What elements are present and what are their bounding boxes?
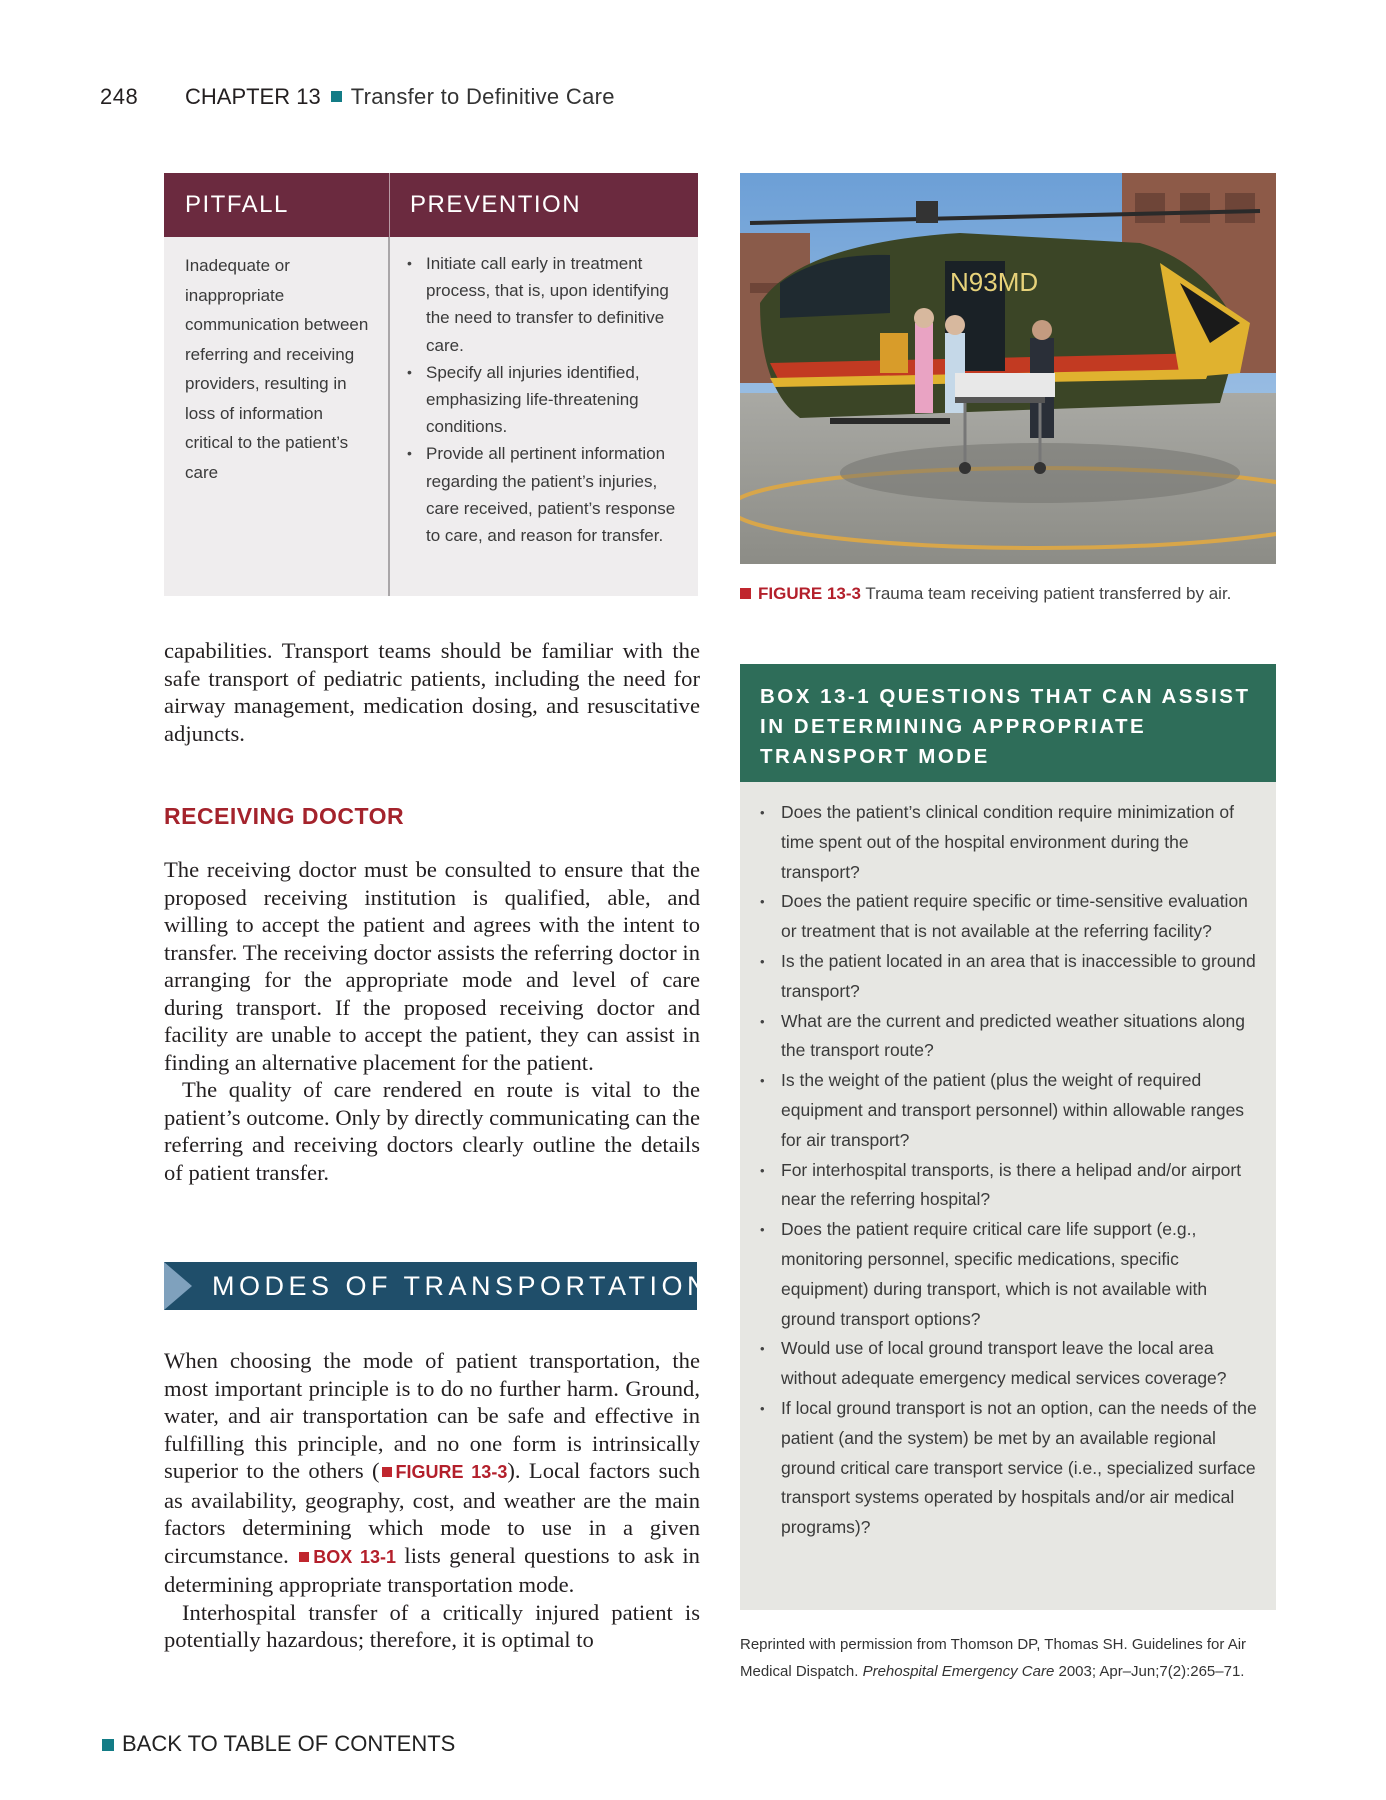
back-to-toc-link[interactable] xyxy=(102,1731,455,1757)
pitfall-table-row xyxy=(164,237,698,596)
box-question-item: • Does the patient require critical care life support (e.g., monitoring personnel, specific medications, specific equipment) during transport, which is not available with ground transport options? xyxy=(760,1215,1258,1334)
header-square-icon xyxy=(331,91,342,102)
paragraph-capabilities: capabilities. Transport teams should be familiar with the safe transport of pediatric patients, including the need for airway management, medication dosing, and resuscitative adjuncts. xyxy=(164,638,700,746)
chapter-title: Transfer to Definitive Care xyxy=(350,84,615,109)
chapter-label: CHAPTER 13 xyxy=(185,84,321,109)
caption-square-icon xyxy=(740,588,751,599)
pitfall-table-header xyxy=(164,173,698,237)
box-question-item: • Is the patient located in an area that is inaccessible to ground transport? xyxy=(760,947,1258,1007)
box-question-item: • Would use of local ground transport leave the local area without adequate emergency medical services coverage? xyxy=(760,1334,1258,1394)
section-banner-modes-of-transportation xyxy=(164,1262,712,1310)
ref-square-icon xyxy=(299,1552,309,1562)
footer-square-icon xyxy=(102,1739,114,1751)
figure-caption-text: Trauma team receiving patient transferred by air. xyxy=(865,584,1232,603)
box-question-list xyxy=(760,798,1258,1543)
page-number: 248 xyxy=(100,84,139,109)
prevention-list xyxy=(404,250,688,549)
reprint-credit xyxy=(740,1631,1285,1685)
section-heading-modes: MODES OF TRANSPORTATION xyxy=(212,1271,712,1301)
box-question-item: • If local ground transport is not an option, can the needs of the patient (and the system) be met by an available regional ground critical care transport service (i.e., specialized surface transport systems operated by hospitals and/or air medical programs)? xyxy=(760,1394,1258,1543)
pitfall-cell: Inadequate or inappropriate communication between referring and receiving providers, resulting in loss of information critical to the patient’s care xyxy=(164,237,390,596)
chapter-title-group xyxy=(185,84,615,110)
modes-text-b: ). Local factors such as availability, geography, cost, and weather are the main factors determining which mode to use in a given circumstance. xyxy=(164,1458,701,1568)
body-paragraph xyxy=(164,637,700,747)
prevention-item: • Specify all injuries identified, emphasizing life-threatening conditions. xyxy=(404,359,688,441)
section-heading-receiving-doctor: RECEIVING DOCTOR xyxy=(164,803,405,829)
box-question-item: • Does the patient require specific or time-sensitive evaluation or treatment that is not available at the referring facility? xyxy=(760,887,1258,947)
box-question-item: • Does the patient’s clinical condition require minimization of time spent out of the hospital environment during the transport? xyxy=(760,798,1258,887)
ref-square-icon xyxy=(382,1467,392,1477)
paragraph-modes-1 xyxy=(164,1347,700,1599)
running-header xyxy=(100,84,615,110)
banner-arrow-icon xyxy=(164,1262,192,1310)
reprint-journal: Prehospital Emergency Care xyxy=(862,1663,1055,1680)
helicopter-photo-illustration xyxy=(740,173,1276,564)
box-13-1-link[interactable]: BOX 13-1 xyxy=(313,1546,397,1567)
pitfall-table xyxy=(164,173,698,596)
paragraph-modes-2: Interhospital transfer of a critically injured patient is potentially hazardous; therefore, it is optimal to xyxy=(164,1599,700,1652)
box-question-item: • Is the weight of the patient (plus the weight of required equipment and transport personnel) within allowable ranges for air transport? xyxy=(760,1066,1258,1155)
tail-number-text: N93MD xyxy=(950,267,1039,297)
modes-text-a: When choosing the mode of patient transportation, the most important principle is to do no further harm. Ground, water, and air transportation can be safe and effective in fulfilling this principle, and no one form is intrinsically superior to the others ( xyxy=(164,1348,700,1483)
reprint-text-b: 2003; Apr–Jun;7(2):265–71. xyxy=(1054,1663,1245,1680)
helicopter-photo xyxy=(740,173,1276,564)
prevention-item: • Provide all pertinent information regarding the patient’s injuries, care received, patient’s response to care, and reason for transfer. xyxy=(404,440,688,549)
pitfall-column-header: PITFALL xyxy=(164,173,390,237)
paragraph-receiving-1: The receiving doctor must be consulted to ensure that the proposed receiving institution is qualified, able, and willing to accept the patient and agrees with the intent to transfer. The receiving doctor assists the referring doctor in arranging for the appropriate mode and level of care during transport. If the proposed receiving doctor and facility are unable to accept the patient, they can assist in finding an alternative placement for the patient. xyxy=(164,857,700,1075)
modes-text xyxy=(164,1347,700,1654)
box-question-item: • For interhospital transports, is there a helipad and/or airport near the referring hospital? xyxy=(760,1156,1258,1216)
box-question-item: • What are the current and predicted weather situations along the transport route? xyxy=(760,1007,1258,1067)
prevention-item: • Initiate call early in treatment process, that is, upon identifying the need to transfer to definitive care. xyxy=(404,250,688,359)
box-title: BOX 13-1 QUESTIONS THAT CAN ASSIST IN DETERMINING APPROPRIATE TRANSPORT MODE xyxy=(740,664,1276,782)
reprint-text-a: Reprinted with permission from Thomson DP, Thomas SH. Guidelines for Air Medical Dispatch. xyxy=(740,1636,1247,1680)
modes-text-c: lists general questions to ask in determining appropriate transportation mode. xyxy=(164,1542,700,1597)
figure-caption xyxy=(740,584,1231,604)
figure-13-3-link[interactable]: FIGURE 13-3 xyxy=(395,1462,508,1482)
paragraph-receiving-2: The quality of care rendered en route is vital to the patient’s outcome. Only by directly communicating can the referring and receiving doctors clearly outline the details of patient transfer. xyxy=(164,1077,700,1185)
back-to-toc-label[interactable]: BACK TO TABLE OF CONTENTS xyxy=(122,1731,456,1756)
receiving-doctor-text xyxy=(164,856,700,1186)
box-questions xyxy=(740,782,1276,1610)
prevention-cell xyxy=(390,237,698,596)
prevention-column-header: PREVENTION xyxy=(410,191,582,218)
figure-label: FIGURE 13-3 xyxy=(758,584,861,603)
